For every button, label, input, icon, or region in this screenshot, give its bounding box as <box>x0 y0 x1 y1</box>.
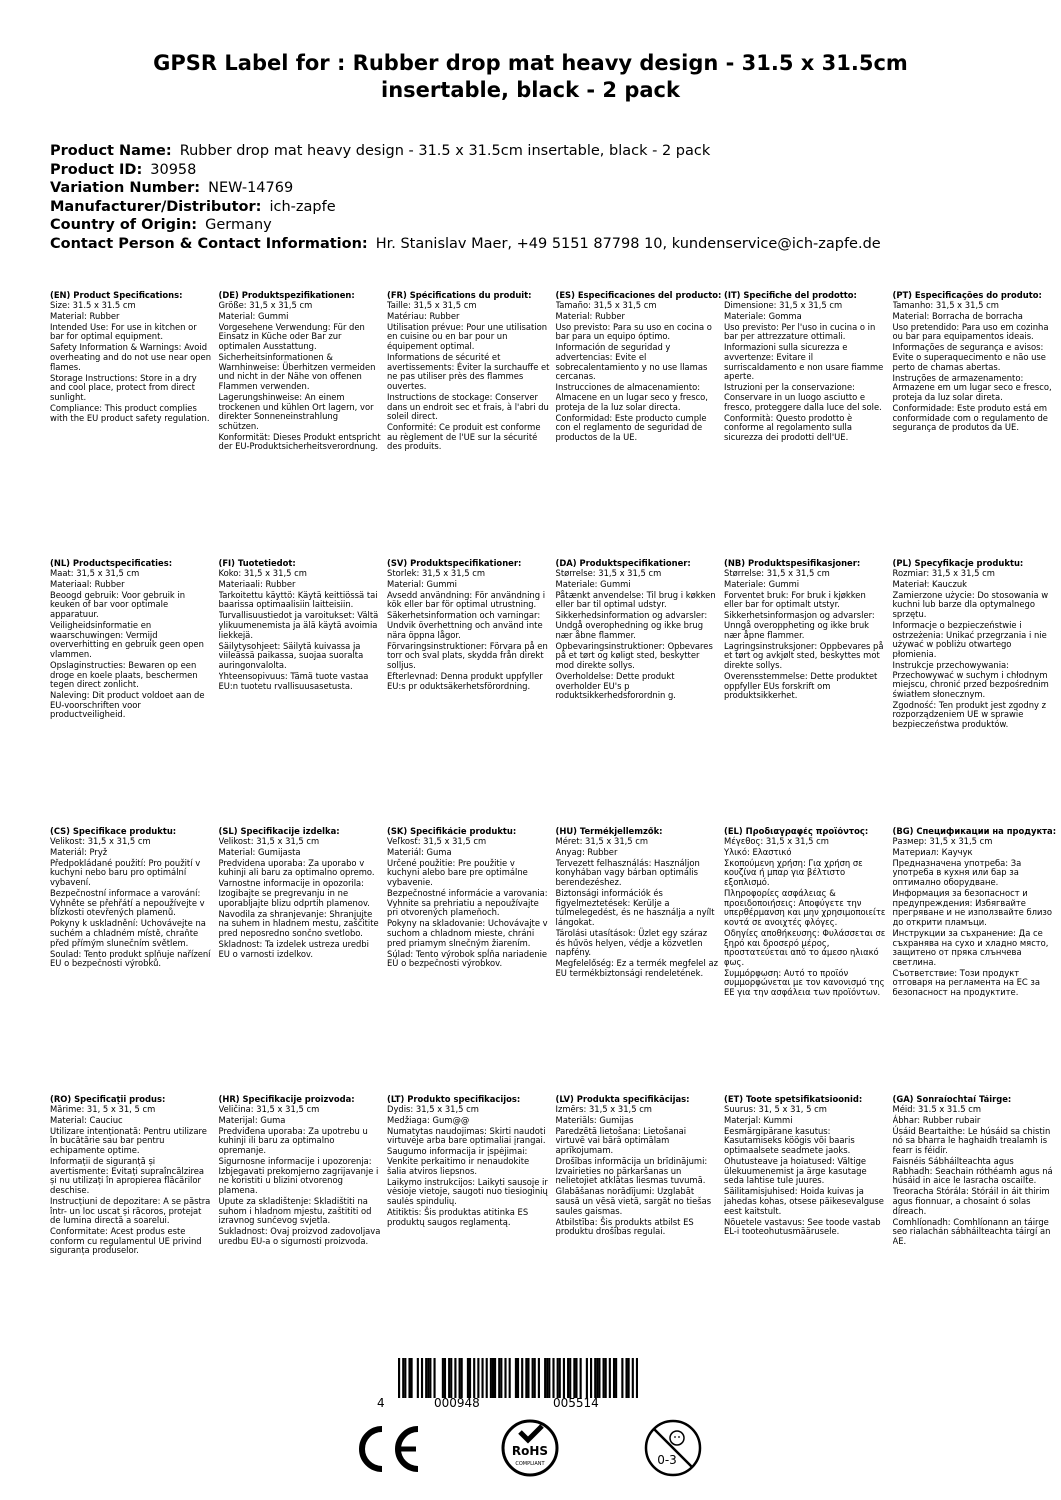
barcode-bar <box>544 1358 546 1398</box>
spec-field: Informații de siguranță și avertismente: Evitați supraîncălzirea și nu utilizați în apropierea flăcărilor deschise. <box>50 1156 204 1195</box>
spec-field: Materjal: Kummi <box>724 1114 793 1125</box>
spec-field: Utilizare intenționată: Pentru utilizare în bucătărie sau bar pentru echipamente optime. <box>50 1125 207 1155</box>
spec-field: Tarkoitettu käyttö: Käytä keittiössä tai baarissa optimaalisiin laitteisiin. <box>218 589 378 610</box>
spec-field: Tárolási utasítások: Üzlet egy száraz és hűvös helyen, védje a közvetlen napfény. <box>555 927 708 958</box>
spec-heading: (EN) Product Specifications: <box>50 291 183 300</box>
spec-field: Πληροφορίες ασφάλειας & προειδοποιήσεις: Αποφύγετε την υπερθέρμανση και μην χρησιμοποιείτε κοντά σε ανοιχτές φλόγες. <box>724 888 886 927</box>
spec-field: Paredzētā lietošana: Lietošanai virtuvē vai bārā optimālam aprīkojumam. <box>555 1125 687 1155</box>
spec-field: Treoracha Stórála: Stóráil in áit thirim agus fionnuar, a chosaint ó solas díreach. <box>892 1186 1050 1216</box>
barcode-bar <box>469 1358 471 1398</box>
spec-cell <box>893 559 1061 827</box>
spec-cell <box>387 559 556 827</box>
rohs-text: RoHS <box>511 1444 549 1458</box>
barcode-bar <box>433 1358 435 1398</box>
spec-field: Bezpečnostní informace a varování: Vyhněte se přehřátí a nepoužívejte v blízkosti otevřených plamenů. <box>50 888 205 918</box>
spec-field: Размер: 31,5 x 31,5 cm <box>892 835 993 846</box>
barcode-bar <box>521 1358 523 1398</box>
spec-field: Predviđena uporaba: Za upotrebu u kuhinji ili baru za optimalno opremanje. <box>218 1125 368 1155</box>
spec-field: Pokyny na skladovanie: Uchovávajte v suchom a chladnom mieste, chráni pred priamym slnečným žiarením. <box>387 918 548 948</box>
spec-field: Faisnéis Sábháilteachta agus Rabhadh: Seachain róthéamh agus ná húsáid in aice le lasracha oscailte. <box>892 1156 1053 1186</box>
spec-field: Yhteensopivuus: Tämä tuote vastaa EU:n tuotetu rvallisuusasetusta. <box>218 671 369 691</box>
spec-field: Tamaño: 31,5 x 31,5 cm <box>555 299 657 310</box>
spec-field: Conformitate: Acest produs este conform cu regulamentul UE privind siguranța produselor. <box>50 1226 202 1256</box>
spec-field: Matériau: Rubber <box>387 310 460 321</box>
spec-field: Medžiaga: Gum@@ <box>387 1114 470 1125</box>
spec-heading: (FI) Tuotetiedot: <box>218 559 296 568</box>
spec-heading: (PL) Specyfikacje produktu: <box>892 559 1024 568</box>
certification-icons <box>0 1418 1061 1478</box>
barcode-bar <box>411 1358 413 1398</box>
barcode-bar <box>605 1358 607 1398</box>
spec-field: Úsáid Beartaithe: Le húsáid sa chistin nó sa bharra le haghaidh trealamh is fearr is féidir. <box>892 1125 1051 1155</box>
spec-field: Laikymo instrukcijos: Laikyti sausoje ir vėsioje vietoje, saugoti nuo tiesioginių saulės spindulių. <box>387 1176 548 1206</box>
spec-field: Materiał: Kauczuk <box>892 578 968 589</box>
spec-cell <box>556 291 725 559</box>
ce-mark-icon <box>350 1425 422 1473</box>
spec-field: Size: 31.5 x 31.5 cm <box>50 299 136 310</box>
spec-field: Material: Cauciuc <box>50 1114 123 1125</box>
spec-field: Predvidena uporaba: Za uporabo v kuhinji ali baru za optimalno opremo. <box>218 857 375 878</box>
spec-field: Upute za skladištenje: Skladištiti na suhom i hladnom mjestu, zaštititi od izravnog sunčevog svjetla. <box>218 1195 372 1226</box>
spec-field: Dydis: 31,5 x 31,5 cm <box>387 1103 479 1114</box>
spec-field: Naleving: Dit product voldoet aan de EU-voorschriften voor productveiligheid. <box>50 690 205 720</box>
barcode-bar <box>615 1358 617 1398</box>
spec-field: Conformità: Questo prodotto è conforme al regolamento sulla sicurezza dei prodotti dell'UE. <box>724 412 853 442</box>
spec-field: Veiligheidsinformatie en waarschuwingen: Vermijd oververhitting en gebruik geen open vlammen. <box>50 620 204 659</box>
barcode-bar <box>492 1358 494 1398</box>
spec-cell <box>724 1095 893 1395</box>
barcode-bar <box>625 1358 627 1398</box>
spec-field: Μέγεθος: 31,5 x 31,5 cm <box>724 835 829 846</box>
spec-field: Säilytysohjeet: Säilytä kuivassa ja viileässä paikassa, suojaa suoralta auringonvalolta. <box>218 640 364 670</box>
barcode-bar <box>517 1358 519 1398</box>
barcode-bar <box>398 1358 400 1398</box>
manufacturer-value: ich-zapfe <box>269 198 336 215</box>
spec-field: Intended Use: For use in kitchen or bar for optimal equipment. <box>50 321 197 342</box>
spec-heading: (HU) Termékjellemzők: <box>555 827 663 836</box>
spec-field: Drošības informācija un brīdinājumi: Izvairieties no pārkaršanas un nelietojiet atklātas liesmas tuvumā. <box>555 1156 708 1186</box>
spec-field: Conformité: Ce produit est conforme au règlement de l'UE sur la sécurité des produits. <box>387 422 541 452</box>
barcode-digits-right: 005514 <box>553 1396 599 1410</box>
spec-field: Méid: 31.5 x 31.5 cm <box>892 1103 982 1114</box>
spec-cell <box>387 827 556 1095</box>
spec-field: Sicherheitsinformationen & Warnhinweise: Überhitzen vermeiden und nicht in der Nähe von offenen Flammen verwenden. <box>218 352 376 391</box>
spec-field: Material: Gummi <box>387 578 457 589</box>
origin-label: Country of Origin: <box>50 217 198 233</box>
spec-field: Материал: Каучук <box>892 846 973 857</box>
barcode-bar <box>515 1358 517 1398</box>
spec-field: Conformidade: Este produto está em conformidade com o regulamento de segurança de produtos da UE. <box>892 403 1048 433</box>
spec-heading: (DA) Produktspecifikationer: <box>555 559 691 568</box>
spec-cell <box>893 291 1061 559</box>
spec-field: Οδηγίες αποθήκευσης: Φυλάσσεται σε ξηρό και δροσερό μέρος, προστατεύεται από το άμεσο ηλιακό φως. <box>724 927 886 967</box>
spec-field: Uso pretendido: Para uso em cozinha ou bar para equipamentos ideais. <box>892 321 1049 342</box>
spec-field: Zamierzone użycie: Do stosowania w kuchni lub barze dla optymalnego sprzętu. <box>892 589 1049 619</box>
spec-field: Tervezett felhasználás: Használjon konyhában vagy bárban optimális berendezéshez. <box>555 857 700 887</box>
contact-value: Hr. Stanislav Maer, +49 5151 87798 10, kundenservice@ich-zapfe.de <box>375 235 881 252</box>
spec-field: Tamanho: 31,5 x 31,5 cm <box>892 299 999 310</box>
spec-field: Suurus: 31, 5 x 31, 5 cm <box>724 1103 827 1114</box>
spec-field: Bezpečnostné informácie a varovania: Vyhnite sa prehriatiu a nepoužívajte pri otvorených plameňoch. <box>387 888 548 918</box>
spec-heading: (RO) Specificații produs: <box>50 1095 166 1104</box>
barcode-bar <box>481 1358 483 1398</box>
barcode-bar <box>461 1358 463 1398</box>
barcode-bar <box>552 1358 554 1398</box>
product-id-label: Product ID: <box>50 161 143 178</box>
spec-field: Lagringsinstruksjoner: Oppbevares på et tørt og avkjølt sted, beskyttes mot direkte sollys. <box>724 640 884 670</box>
product-id-value: 30958 <box>150 161 197 178</box>
spec-field: Vorgesehene Verwendung: Für den Einsatz in Küche oder Bar zur optimalen Ausstattung. <box>218 321 365 351</box>
spec-field: Biztonsági információk és figyelmeztetések: Kerülje a túlmelegedést, és ne használja a nyílt lángokat. <box>555 888 715 927</box>
barcode-bar <box>548 1358 550 1398</box>
barcode-bar <box>459 1358 461 1398</box>
barcode-digit-first: 4 <box>377 1396 385 1410</box>
barcode-bar <box>603 1358 605 1398</box>
spec-field: Safety Information & Warnings: Avoid overheating and do not use near open flames. <box>50 342 212 372</box>
spec-field: Súlad: Tento výrobok spĺňa nariadenie EÚ o bezpečnosti výrobkov. <box>387 948 548 969</box>
spec-cell <box>50 1095 219 1395</box>
spec-heading: (LV) Produkta specifikācijas: <box>555 1095 690 1104</box>
barcode-bar <box>527 1358 529 1398</box>
barcode-digits-left: 000948 <box>434 1396 480 1410</box>
spec-field: Pokyny k uskladnění: Uchovávejte na suchém a chladném místě, chraňte před přímým slunečním světlem. <box>50 918 206 948</box>
spec-field: Navodila za shranjevanje: Shranjujte na suhem in hladnem mestu, zaščitite pred neposredno sončno svetlobo. <box>218 908 379 938</box>
spec-field: Efterlevnad: Denna produkt uppfyller EU:s pr oduktsäkerhetsförordning. <box>387 671 543 691</box>
spec-field: Veličina: 31,5 x 31,5 cm <box>218 1103 320 1114</box>
barcode-bar <box>590 1358 592 1398</box>
product-name-value: Rubber drop mat heavy design - 31.5 x 31.5cm insertable, black - 2 pack <box>179 143 711 159</box>
spec-field: Saugumo informacija ir įspėjimai: Venkite perkaitimo ir nenaudokite šalia atviros liepsnos. <box>387 1146 530 1176</box>
spec-heading: (GA) Sonraíochtaí Táirge: <box>892 1095 1012 1104</box>
barcode-bar <box>504 1358 506 1398</box>
spec-cell <box>387 291 556 559</box>
title-line-1: GPSR Label for : Rubber drop mat heavy design - 31.5 x 31.5cm <box>153 51 908 75</box>
spec-field: Informações de segurança e avisos: Evite o superaquecimento e não use perto de chamas abertas. <box>892 342 1046 372</box>
spec-field: Informations de sécurité et avertissements: Éviter la surchauffe et ne pas utiliser près des flammes ouvertes. <box>387 352 550 391</box>
spec-heading: (CS) Specifikace produktu: <box>50 827 177 836</box>
spec-field: Съответствие: Този продукт отговаря на регламента на ЕС за безопасност на продуктите. <box>892 967 1041 997</box>
spec-field: Eesmärgipärane kasutus: Kasutamiseks köögis või baaris optimaalsete seadmete jaoks. <box>724 1125 855 1155</box>
spec-field: Taille: 31,5 x 31,5 cm <box>387 299 477 310</box>
barcode-bar <box>580 1358 582 1398</box>
barcode-bar <box>417 1358 419 1398</box>
manufacturer-label: Manufacturer/Distributor: <box>50 198 262 215</box>
barcode-bar <box>569 1358 571 1398</box>
spec-field: Atbilstība: Šis produkts atbilst ES produktu drošības regulai. <box>555 1216 694 1237</box>
spec-cell <box>50 291 219 559</box>
spec-cell <box>556 827 725 1095</box>
spec-field: Información de seguridad y advertencias: Evite el sobrecalentamiento y no use llamas cercanas. <box>555 342 708 382</box>
spec-heading: (IT) Specifiche del prodotto: <box>724 291 857 300</box>
spec-field: Turvallisuustiedot ja varoitukset: Vältä ylikuumenemista ja älä käytä avoimia liekkejä. <box>218 610 379 640</box>
spec-field: Materiál: Pryž <box>50 846 108 857</box>
spec-field: Material: Gummi <box>218 310 289 321</box>
barcode-bar <box>525 1358 527 1398</box>
spec-field: Glabāšanas norādījumi: Uzglabāt sausā un vēsā vietā, sargāt no tiešas saules gaismas. <box>555 1186 712 1216</box>
age-restriction-icon <box>643 1418 703 1478</box>
spec-cell <box>50 827 219 1095</box>
spec-cell <box>893 827 1061 1095</box>
spec-field: Sigurnosne informacije i upozorenja: Izbjegavati prekomjerno zagrijavanje i ne koristiti u blizini otvorenog plamena. <box>218 1156 379 1195</box>
spec-field: Zgodność: Ten produkt jest zgodny z rozporządzeniem UE w sprawie bezpieczeństwa produktów. <box>892 699 1047 729</box>
barcode-bar <box>594 1358 596 1398</box>
product-name-row <box>50 142 1030 161</box>
product-name-label: Product Name: <box>50 143 172 159</box>
barcode-bar <box>490 1358 492 1398</box>
barcode-bar <box>498 1358 500 1398</box>
barcode-bar <box>427 1358 429 1398</box>
spec-field: Υλικό: Ελαστικό <box>724 846 792 857</box>
barcode-bar <box>628 1358 630 1398</box>
spec-field: Säilitamisjuhised: Hoida kuivas ja jahedas kohas, otsese päikesevalguse eest kaitstult. <box>724 1186 884 1216</box>
spec-cell <box>893 1095 1061 1395</box>
spec-field: Materiál: Guma <box>387 846 452 857</box>
rohs-sub-text: COMPLIANT <box>515 1461 545 1467</box>
spec-field: Material: Rubber <box>50 310 120 321</box>
page-title <box>40 50 1021 104</box>
spec-field: Инструкции за съхранение: Да се съхранява на сухо и хладно място, защитено от пряка слънчева светлина. <box>892 927 1049 967</box>
barcode-bar <box>500 1358 502 1398</box>
barcode-bar <box>586 1358 588 1398</box>
spec-heading: (NL) Productspecificaties: <box>50 559 173 568</box>
spec-field: Opslaginstructies: Bewaren op een droge en koele plaats, beschermen tegen direct zonlicht. <box>50 659 198 690</box>
spec-field: Compliance: This product complies with the EU product safety regulation. <box>50 403 210 423</box>
barcode-bar <box>477 1358 479 1398</box>
spec-field: Materiale: Gummi <box>555 578 631 589</box>
spec-cell <box>219 291 388 559</box>
barcode-bar <box>402 1358 404 1398</box>
spec-field: Předpokládané použití: Pro použití v kuchyni nebo baru pro optimální vybavení. <box>50 857 201 887</box>
contact-row <box>50 235 1030 254</box>
barcode-bar <box>575 1358 577 1398</box>
product-info <box>50 142 1030 253</box>
spec-cell <box>556 559 725 827</box>
spec-field: Material: Gumijasta <box>218 846 301 857</box>
barcode-bar <box>408 1358 410 1398</box>
barcode-bar <box>421 1358 423 1398</box>
barcode-bar <box>425 1358 427 1398</box>
spec-field: Informazioni sulla sicurezza e avvertenze: Evitare il surriscaldamento e non usare fiamme aperte. <box>724 342 884 382</box>
barcode-bar <box>448 1358 450 1398</box>
variation-label: Variation Number: <box>50 180 201 196</box>
barcode-bar <box>598 1358 600 1398</box>
barcode-bar <box>538 1358 540 1398</box>
spec-field: Velikost: 31,5 x 31,5 cm <box>50 835 151 846</box>
spec-field: Beoogd gebruik: Voor gebruik in keuken of bar voor optimale apparatuur. <box>50 589 186 619</box>
spec-field: Konformität: Dieses Produkt entspricht der EU-Produktsicherheitsverordnung. <box>218 431 381 452</box>
spec-field: Soulad: Tento produkt splňuje nařízení EU o bezpečnosti výrobků. <box>50 948 211 969</box>
barcode-bar <box>636 1358 638 1398</box>
spec-field: Storlek: 31,5 x 31,5 cm <box>387 567 485 578</box>
barcode-bar <box>563 1358 565 1398</box>
barcode-bar <box>573 1358 575 1398</box>
spec-field: Overholdelse: Dette produkt overholder EU's p roduktsikkerhedsforordnin g. <box>555 671 676 701</box>
contact-label: Contact Person & Contact Information: <box>50 235 368 252</box>
spec-heading: (FR) Spécifications du produit: <box>387 291 532 300</box>
spec-grid <box>50 291 1057 1395</box>
spec-field: Velikost: 31,5 x 31,5 cm <box>218 835 320 846</box>
spec-heading: (EL) Προδιαγραφές προϊόντος: <box>724 827 869 836</box>
spec-field: Materiaali: Rubber <box>218 578 296 589</box>
spec-field: Méret: 31,5 x 31,5 cm <box>555 835 649 846</box>
spec-heading: (PT) Especificações do produto: <box>892 291 1042 300</box>
spec-field: Instrucciones de almacenamiento: Almacene en un lugar seco y fresco, proteja de la luz solar directa. <box>555 382 708 412</box>
spec-cell <box>556 1095 725 1395</box>
spec-field: Säkerhetsinformation och varningar: Undvik överhettning och använd inte nära öppna lågor. <box>387 610 543 640</box>
barcode-bar <box>467 1358 469 1398</box>
spec-cell <box>724 559 893 827</box>
spec-field: Dimensione: 31,5 x 31,5 cm <box>724 299 843 310</box>
spec-cell <box>219 559 388 827</box>
spec-field: Overensstemmelse: Dette produktet oppfyller EUs forskrift om produktsikkerhet. <box>724 671 878 701</box>
spec-field: Σκοπούμενη χρήση: Για χρήση σε κουζίνα ή μπαρ για βέλτιστο εξοπλισμό. <box>724 857 863 887</box>
barcode-bar <box>596 1358 598 1398</box>
spec-field: Информация за безопасност и предупреждения: Избягвайте прегряване и не използвайте близо до открити пламъци. <box>892 888 1052 927</box>
age-text: 0-3 <box>657 1453 677 1467</box>
barcode-bar <box>534 1358 536 1398</box>
barcode-bar <box>621 1358 623 1398</box>
barcode-bar <box>546 1358 548 1398</box>
spec-field: Koko: 31,5 x 31,5 cm <box>218 567 307 578</box>
spec-field: Påtænkt anvendelse: Til brug i køkken eller bar til optimal udstyr. <box>555 589 716 610</box>
spec-heading: (DE) Produktspezifikationen: <box>218 291 355 300</box>
barcode-bar <box>559 1358 561 1398</box>
spec-field: Instrucțiuni de depozitare: A se păstra într- un loc uscat și răcoros, protejat de lumina directă a soarelui. <box>50 1195 211 1226</box>
spec-field: Numatytas naudojimas: Skirti naudoti virtuvėje arba bare optimaliai įrangai. <box>387 1125 546 1146</box>
spec-field: Uso previsto: Para su uso en cocina o bar para un equipo óptimo. <box>555 321 712 342</box>
barcode <box>398 1358 638 1398</box>
spec-heading: (SK) Špecifikácie produktu: <box>387 827 517 836</box>
spec-field: Materiale: Gummi <box>724 578 800 589</box>
spec-field: Størrelse: 31,5 x 31,5 cm <box>555 567 662 578</box>
spec-field: Mărime: 31, 5 x 31, 5 cm <box>50 1103 156 1114</box>
spec-heading: (SL) Specifikacije izdelka: <box>218 827 340 836</box>
spec-field: Förvaringsinstruktioner: Förvara på en torr och sval plats, skydda från direkt solljus. <box>387 640 548 670</box>
spec-heading: (BG) Спецификации на продукта: <box>892 827 1057 836</box>
barcode-bar <box>613 1358 615 1398</box>
spec-field: Sukladnost: Ovaj proizvod zadovoljava uredbu EU-a o sigurnosti proizvoda. <box>218 1226 381 1246</box>
spec-field: Veľkosť: 31,5 x 31,5 cm <box>387 835 487 846</box>
barcode-bar <box>557 1358 559 1398</box>
spec-cell <box>50 559 219 827</box>
variation-value: NEW-14769 <box>208 180 294 196</box>
product-id-row <box>50 161 1030 180</box>
spec-heading: (NB) Produktspesifikasjoner: <box>724 559 861 568</box>
spec-field: Forventet bruk: For bruk i kjøkken eller bar for optimalt utstyr. <box>724 589 866 610</box>
spec-field: Material: Rubber <box>555 310 625 321</box>
spec-field: Atitiktis: Šis produktas atitinka ES produktų saugos reglamentą. <box>387 1207 529 1227</box>
spec-field: Conformidad: Este producto cumple con el reglamento de seguridad de productos de la UE. <box>555 412 707 442</box>
barcode-bar <box>450 1358 452 1398</box>
origin-value: Germany <box>205 217 272 233</box>
spec-field: Skladnost: Ta izdelek ustreza uredbi EU o varnosti izdelkov. <box>218 939 369 959</box>
spec-field: Anyag: Rubber <box>555 846 618 857</box>
barcode-bar <box>454 1358 456 1398</box>
title-line-2: insertable, black - 2 pack <box>381 78 680 102</box>
spec-field: Instrukcje przechowywania: Przechowywać w suchym i chłodnym miejscu, chronić przed bezpośrednim światłem słonecznym. <box>892 659 1049 699</box>
spec-cell <box>219 1095 388 1395</box>
spec-field: Sikkerhedsinformation og advarsler: Undgå overophedning og ikke brug nær åbne flammer. <box>555 610 708 640</box>
barcode-bar <box>442 1358 444 1398</box>
barcode-bar <box>486 1358 488 1398</box>
spec-field: Opbevaringsinstruktioner: Opbevares på et tørt og køligt sted, beskytter mod direkte sollys. <box>555 640 713 670</box>
barcode-bar <box>509 1358 511 1398</box>
spec-heading: (HR) Specifikacije proizvoda: <box>218 1095 355 1104</box>
spec-field: Συμμόρφωση: Αυτό το προϊόν συμμορφώνεται με τον κανονισμό της ΕΕ για την ασφάλεια των προϊόντων. <box>724 967 885 997</box>
spec-heading: (SV) Produktspecifikationer: <box>387 559 522 568</box>
spec-field: Materijal: Guma <box>218 1114 286 1125</box>
origin-row <box>50 216 1030 235</box>
spec-field: Nõuetele vastavus: See toode vastab EL-i tooteohutusmäärusele. <box>724 1216 881 1237</box>
barcode-bar <box>429 1358 431 1398</box>
spec-heading: (LT) Produkto specifikacijos: <box>387 1095 521 1104</box>
barcode-bar <box>404 1358 406 1398</box>
spec-field: Materiāls: Gumijas <box>555 1114 634 1125</box>
spec-field: Informacje o bezpieczeństwie i ostrzeżenia: Unikać przegrzania i nie używać w pobliżu otwartego płomienia. <box>892 620 1047 659</box>
barcode-bar <box>444 1358 446 1398</box>
barcode-bar <box>567 1358 569 1398</box>
spec-field: Instructions de stockage: Conserver dans un endroit sec et frais, à l'abri du soleil direct. <box>387 391 549 422</box>
spec-field: Størrelse: 31,5 x 31,5 cm <box>724 567 830 578</box>
spec-field: Instruções de armazenamento: Armazene em um lugar seco e fresco, proteja da luz solar direta. <box>892 372 1052 402</box>
spec-field: Materiaal: Rubber <box>50 578 125 589</box>
spec-field: Lagerungshinweise: An einem trockenen und kühlen Ort lagern, vor direkter Sonneneinstrahlung schützen. <box>218 391 374 431</box>
spec-field: Megfelelőség: Ez a termék megfelel az EU termékbiztonsági rendeletének. <box>555 958 718 978</box>
barcode-bar <box>609 1358 611 1398</box>
spec-field: Rozmiar: 31,5 x 31,5 cm <box>892 567 995 578</box>
spec-field: Material: Borracha de borracha <box>892 310 1023 321</box>
spec-field: Предназначена употреба: За употреба в кухня или бар за оптимално оборудване. <box>892 857 1022 887</box>
spec-cell <box>219 827 388 1095</box>
spec-field: Istruzioni per la conservazione: Conservare in un luogo asciutto e fresco, proteggere dalla luce del sole. <box>724 382 882 412</box>
spec-field: Určené použitie: Pre použitie v kuchyni alebo bare pre optimálne vybavenie. <box>387 857 528 887</box>
spec-heading: (ET) Toote spetsifikatsioonid: <box>724 1095 863 1104</box>
spec-field: Comhlíonadh: Comhlíonann an táirge seo rialachán sábháilteachta táirgí an AE. <box>892 1216 1051 1246</box>
spec-cell <box>387 1095 556 1395</box>
spec-field: Ohutusteave ja hoiatused: Vältige ülekuumenemist ja ärge kasutage seda lahtise tule juures. <box>724 1156 867 1186</box>
barcode-bar <box>532 1358 534 1398</box>
spec-heading: (ES) Especificaciones del producto: <box>555 291 722 300</box>
rohs-compliant-icon <box>500 1418 560 1478</box>
barcode-bar <box>473 1358 475 1398</box>
spec-field: Maat: 31,5 x 31,5 cm <box>50 567 140 578</box>
barcode-bar <box>632 1358 634 1398</box>
barcode-bar <box>494 1358 496 1398</box>
spec-cell <box>724 827 893 1095</box>
spec-cell <box>724 291 893 559</box>
spec-field: Ábhar: Rubber rubair <box>892 1114 981 1125</box>
spec-field: Größe: 31,5 x 31,5 cm <box>218 299 313 310</box>
spec-field: Uso previsto: Per l'uso in cucina o in bar per attrezzature ottimali. <box>724 321 876 342</box>
spec-field: Sikkerhetsinformasjon og advarsler: Unngå overoppheting og ikke bruk nær åpne flammer. <box>724 610 875 640</box>
spec-field: Utilisation prévue: Pour une utilisation en cuisine ou en bar pour un équipement optimal. <box>387 321 548 351</box>
spec-field: Materiale: Gomma <box>724 310 802 321</box>
spec-field: Storage Instructions: Store in a dry and cool place, protect from direct sunlight. <box>50 372 197 402</box>
spec-field: Avsedd användning: För användning i kök eller bar för optimal utrustning. <box>387 589 546 610</box>
manufacturer-row <box>50 198 1030 217</box>
spec-field: Izmērs: 31,5 x 31,5 cm <box>555 1103 652 1114</box>
spec-field: Varnostne informacije in opozorila: Izogibajte se pregrevanju in ne uporabljajte blizu odprtih plamenov. <box>218 878 370 908</box>
variation-row <box>50 179 1030 198</box>
